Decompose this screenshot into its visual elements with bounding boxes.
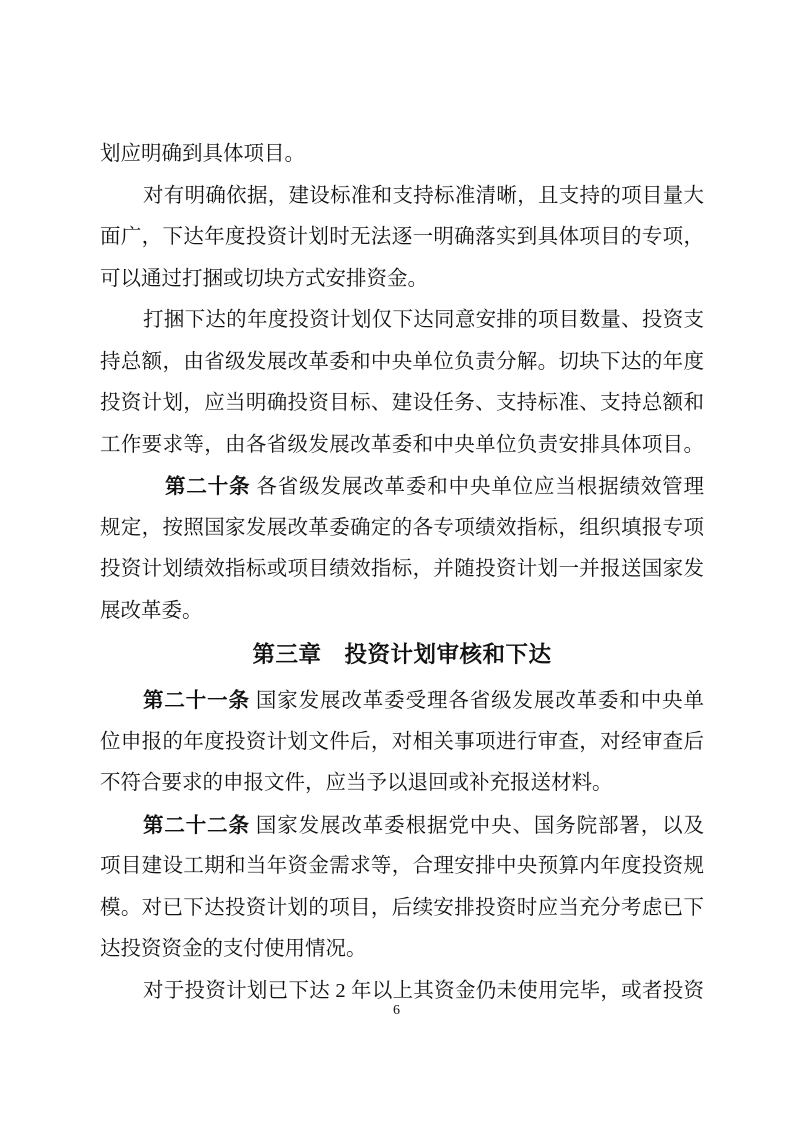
article-text: 各省级发展改革委和中央单位应当根据绩效管理 — [256, 476, 704, 498]
paragraph-line: 持总额，由省级发展改革委和中央单位负责分解。切块下达的年度 — [100, 350, 704, 373]
paragraph-line — [100, 680, 704, 722]
paragraph-line: 投资计划，应当明确投资目标、建设任务、支持标准、支持总额和 — [100, 392, 704, 414]
article-text: 国家发展改革委根据党中央、国务院部署，以及 — [255, 814, 704, 837]
article-text: 国家发展改革委受理各省级发展改革委和中央单 — [255, 690, 704, 712]
paragraph-line: 可以通过打捆或切块方式安排资金。 — [100, 267, 428, 290]
paragraph-line: 模。对已下达投资计划的项目，后续安排投资时应当充分考虑已下 — [100, 896, 704, 919]
chapter-heading: 第三章 投资计划审核和下达 — [252, 642, 552, 667]
paragraph-line: 项目建设工期和当年资金需求等，合理安排中央预算内年度投资规 — [100, 855, 704, 877]
paragraph-line: 投资计划绩效指标或项目绩效指标，并随投资计划一并报送国家发 — [100, 558, 704, 580]
page-number: 6 — [393, 1003, 400, 1018]
paragraph-line: 不符合要求的申报文件，应当予以退回或补充报送材料。 — [100, 772, 613, 794]
paragraph-line — [100, 805, 704, 847]
paragraph-line: 打捆下达的年度投资计划仅下达同意安排的项目数量、投资支 — [143, 309, 704, 331]
paragraph-line: 划应明确到具体项目。 — [100, 143, 305, 165]
paragraph-line: 展改革委。 — [100, 599, 203, 622]
article-number: 第二十二条 — [143, 813, 250, 837]
document-text — [100, 134, 704, 1012]
paragraph-line: 对于投资计划已下达 2 年以上其资金仍未使用完毕，或者投资 — [143, 979, 704, 1002]
paragraph-line: 工作要求等，由各省级发展改革委和中央单位负责安排具体项目。 — [100, 433, 704, 456]
paragraph-line: 位申报的年度投资计划文件后，对相关事项进行审查，对经审查后 — [100, 730, 704, 753]
paragraph-line: 面广，下达年度投资计划时无法逐一明确落实到具体项目的专项， — [100, 226, 704, 248]
paragraph-line: 规定，按照国家发展改革委确定的各专项绩效指标，组织填报专项 — [100, 516, 704, 539]
paragraph-line: 达投资资金的支付使用情况。 — [100, 938, 367, 960]
article-number: 第二十条 — [165, 475, 251, 498]
article-number: 第二十一条 — [143, 689, 250, 712]
paragraph-line — [100, 466, 704, 508]
paragraph-line: 对有明确依据，建设标准和支持标准清晰，且支持的项目量大 — [143, 184, 704, 207]
